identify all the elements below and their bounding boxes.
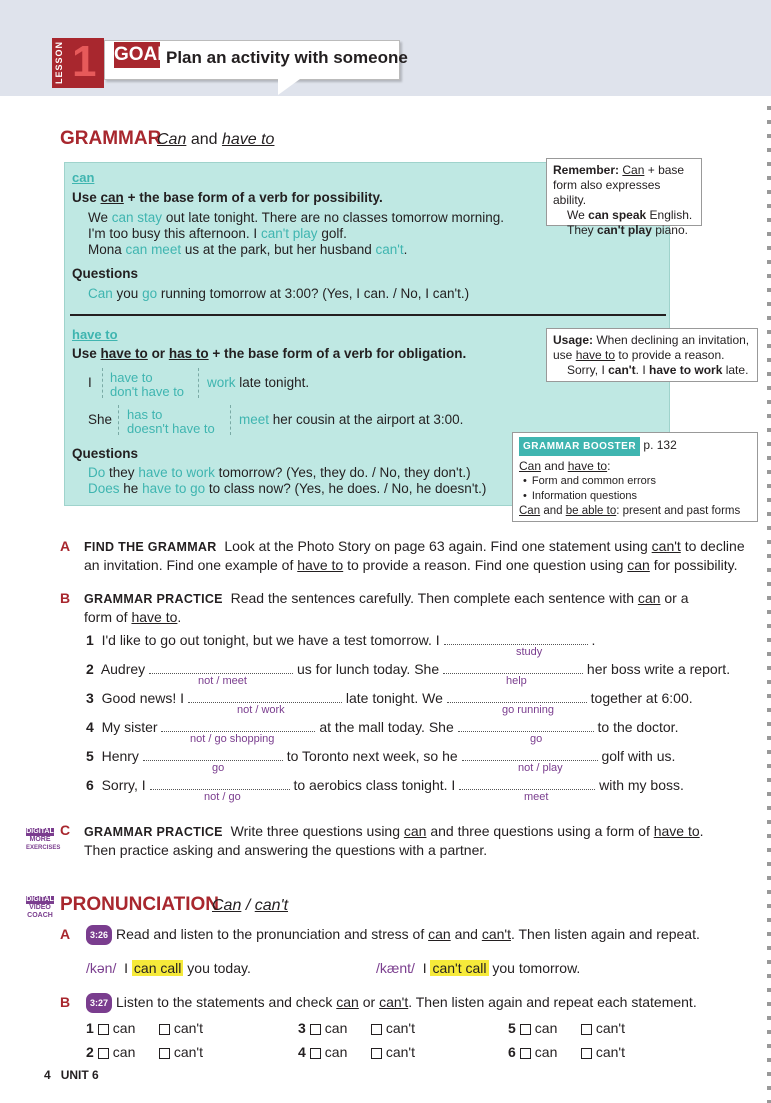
hint: not / go shopping xyxy=(190,733,275,745)
digital-more-exercises-tag[interactable]: DIGITAL MORE EXERCISES xyxy=(26,828,61,851)
pronunciation-example-cant: /kænt/ I can't call you tomorrow. xyxy=(376,960,581,976)
lesson-number: 1 xyxy=(72,37,97,86)
checkbox-cant[interactable] xyxy=(371,1048,382,1059)
exercise-b-instructions: GRAMMAR PRACTICE Read the sentences carefully. Then complete each sentence with can or a form of have to. xyxy=(84,590,689,625)
grammar-title: GRAMMAR xyxy=(60,128,162,149)
pronunciation-a-letter: A xyxy=(60,926,71,942)
digital-video-coach-tag[interactable]: DIGITAL VIDEO COACH xyxy=(26,896,54,919)
hint: study xyxy=(516,646,543,658)
pronunciation-b-instructions: 3:27 Listen to the statements and check can or can't. Then listen again and repeat each statement. xyxy=(86,993,766,1013)
answer-blank[interactable] xyxy=(188,691,342,703)
goal-text: Plan an activity with someone xyxy=(166,48,408,67)
answer-blank[interactable] xyxy=(444,633,588,645)
answer-blank[interactable] xyxy=(143,749,283,761)
divider xyxy=(198,368,199,398)
hint: go xyxy=(530,733,543,745)
have-to-example-she: meet her cousin at the airport at 3:00. xyxy=(239,412,464,427)
answer-blank[interactable] xyxy=(459,778,595,790)
checkbox-can[interactable] xyxy=(310,1048,321,1059)
divider xyxy=(118,405,119,435)
answer-blank[interactable] xyxy=(458,720,594,732)
have-to-heading: have to xyxy=(72,327,118,342)
hint: help xyxy=(506,675,527,687)
checkbox-can[interactable] xyxy=(520,1048,531,1059)
exercise-b-item-1: 1 I'd like to go out tonight, but we have a test tomorrow. I . xyxy=(86,632,596,648)
hint: not / play xyxy=(518,762,563,774)
divider xyxy=(102,368,103,398)
can-question: Can you go running tomorrow at 3:00? (Yes, I can. / No, I can't.) xyxy=(88,286,470,301)
answer-blank[interactable] xyxy=(443,662,583,674)
pronunciation-a-instructions: 3:26 Read and listen to the pronunciation and stress of can and can't. Then listen again and repeat. xyxy=(86,925,766,945)
hint: not / meet xyxy=(198,675,247,687)
exercise-b-item-3: 3 Good news! I late tonight. We together at 6:00. xyxy=(86,690,693,706)
exercise-c-letter: C xyxy=(60,822,71,838)
exercise-a-instructions: FIND THE GRAMMAR Look at the Photo Story on page 63 again. Find one statement using can't to decline an invitation. Find one example of have to to provide a reason. Find one question using can for possibility. xyxy=(84,538,745,573)
exercise-a-letter: A xyxy=(60,538,71,554)
goal-label: GOAL xyxy=(114,42,160,68)
can-example-2: I'm too busy this afternoon. I can't play golf. xyxy=(88,226,347,241)
exercise-b-item-4: 4 My sister at the mall today. She to the doctor. xyxy=(86,719,679,735)
unit-label: UNIT 6 xyxy=(60,1068,99,1082)
pronunciation-title: PRONUNCIATION xyxy=(60,894,220,915)
grammar-booster-tag: GRAMMAR BOOSTER xyxy=(519,437,640,456)
has-to-option: doesn't have to xyxy=(127,421,215,436)
have-to-rule: Use have to or has to + the base form of a verb for obligation. xyxy=(72,346,467,361)
checkbox-can[interactable] xyxy=(98,1024,109,1035)
page-number: 4 xyxy=(44,1068,51,1082)
have-to-question-2: Does he have to go to class now? (Yes, he does. / No, he doesn't.) xyxy=(88,481,487,496)
remember-callout: Remember: Can + base form also expresses ability. We can speak English. They can't play piano. xyxy=(546,158,702,226)
pronunciation-b-letter: B xyxy=(60,994,71,1010)
answer-blank[interactable] xyxy=(150,778,290,790)
page-footer xyxy=(44,1068,99,1082)
have-to-question-1: Do they have to work tomorrow? (Yes, they do. / No, they don't.) xyxy=(88,465,471,480)
check-item-4: 4 can can't xyxy=(298,1044,415,1060)
grammar-booster-callout[interactable]: GRAMMAR BOOSTER p. 132 Can and have to: • Form and common errors • Information questions Can and be able to: present and past forms xyxy=(512,432,758,522)
grammar-subtitle: Can and have to xyxy=(157,131,275,148)
check-item-2: 2 can can't xyxy=(86,1044,203,1060)
hint: not / go xyxy=(204,791,241,803)
lesson-label: LESSON xyxy=(54,40,64,84)
have-to-subject-i: I xyxy=(88,375,92,390)
checkbox-cant[interactable] xyxy=(581,1048,592,1059)
answer-blank[interactable] xyxy=(161,720,315,732)
checkbox-cant[interactable] xyxy=(159,1024,170,1035)
have-to-questions-label: Questions xyxy=(72,446,139,461)
exercise-b-item-5: 5 Henry to Toronto next week, so he golf with us. xyxy=(86,748,676,764)
have-to-example-i: work late tonight. xyxy=(207,375,310,390)
checkbox-can[interactable] xyxy=(520,1024,531,1035)
grammar-divider xyxy=(70,314,666,316)
checkbox-can[interactable] xyxy=(310,1024,321,1035)
exercise-b-item-2: 2 Audrey us for lunch today. She her boss write a report. xyxy=(86,661,731,677)
divider xyxy=(230,405,231,435)
have-to-option: have to xyxy=(110,370,153,385)
hint: meet xyxy=(524,791,549,803)
checkbox-cant[interactable] xyxy=(159,1048,170,1059)
goal-banner-pointer xyxy=(278,79,300,95)
hint: go running xyxy=(502,704,554,716)
page-binding-edge xyxy=(767,96,771,1103)
answer-blank[interactable] xyxy=(447,691,587,703)
can-rule: Use can + the base form of a verb for possibility. xyxy=(72,190,383,205)
have-to-option: don't have to xyxy=(110,384,185,399)
checkbox-cant[interactable] xyxy=(581,1024,592,1035)
exercise-c-instructions: GRAMMAR PRACTICE Write three questions using can and three questions using a form of have to. Then practice asking and answering the questions with a partner. xyxy=(84,823,704,858)
checkbox-can[interactable] xyxy=(98,1048,109,1059)
can-heading: can xyxy=(72,170,95,185)
answer-blank[interactable] xyxy=(149,662,293,674)
has-to-option: has to xyxy=(127,407,163,422)
checkbox-cant[interactable] xyxy=(371,1024,382,1035)
can-example-1: We can stay out late tonight. There are no classes tomorrow morning. xyxy=(88,210,505,225)
check-item-3: 3 can can't xyxy=(298,1020,415,1036)
pronunciation-example-can: /kən/ I can call you today. xyxy=(86,960,251,976)
audio-play-icon[interactable]: 3:27 xyxy=(86,993,112,1013)
exercise-b-letter: B xyxy=(60,590,71,606)
can-questions-label: Questions xyxy=(72,266,139,281)
hint: go xyxy=(212,762,225,774)
usage-callout: Usage: When declining an invitation, use have to to provide a reason. Sorry, I can't. I have to work late. xyxy=(546,328,758,382)
hint: not / work xyxy=(237,704,285,716)
audio-play-icon[interactable]: 3:26 xyxy=(86,925,112,945)
check-item-5: 5 can can't xyxy=(508,1020,625,1036)
exercise-b-item-6: 6 Sorry, I to aerobics class tonight. I with my boss. xyxy=(86,777,684,793)
answer-blank[interactable] xyxy=(462,749,598,761)
can-example-3: Mona can meet us at the park, but her husband can't. xyxy=(88,242,408,257)
check-item-1: 1 can can't xyxy=(86,1020,203,1036)
check-item-6: 6 can can't xyxy=(508,1044,625,1060)
pronunciation-subtitle: Can / can't xyxy=(212,897,289,914)
have-to-subject-she: She xyxy=(88,412,113,427)
